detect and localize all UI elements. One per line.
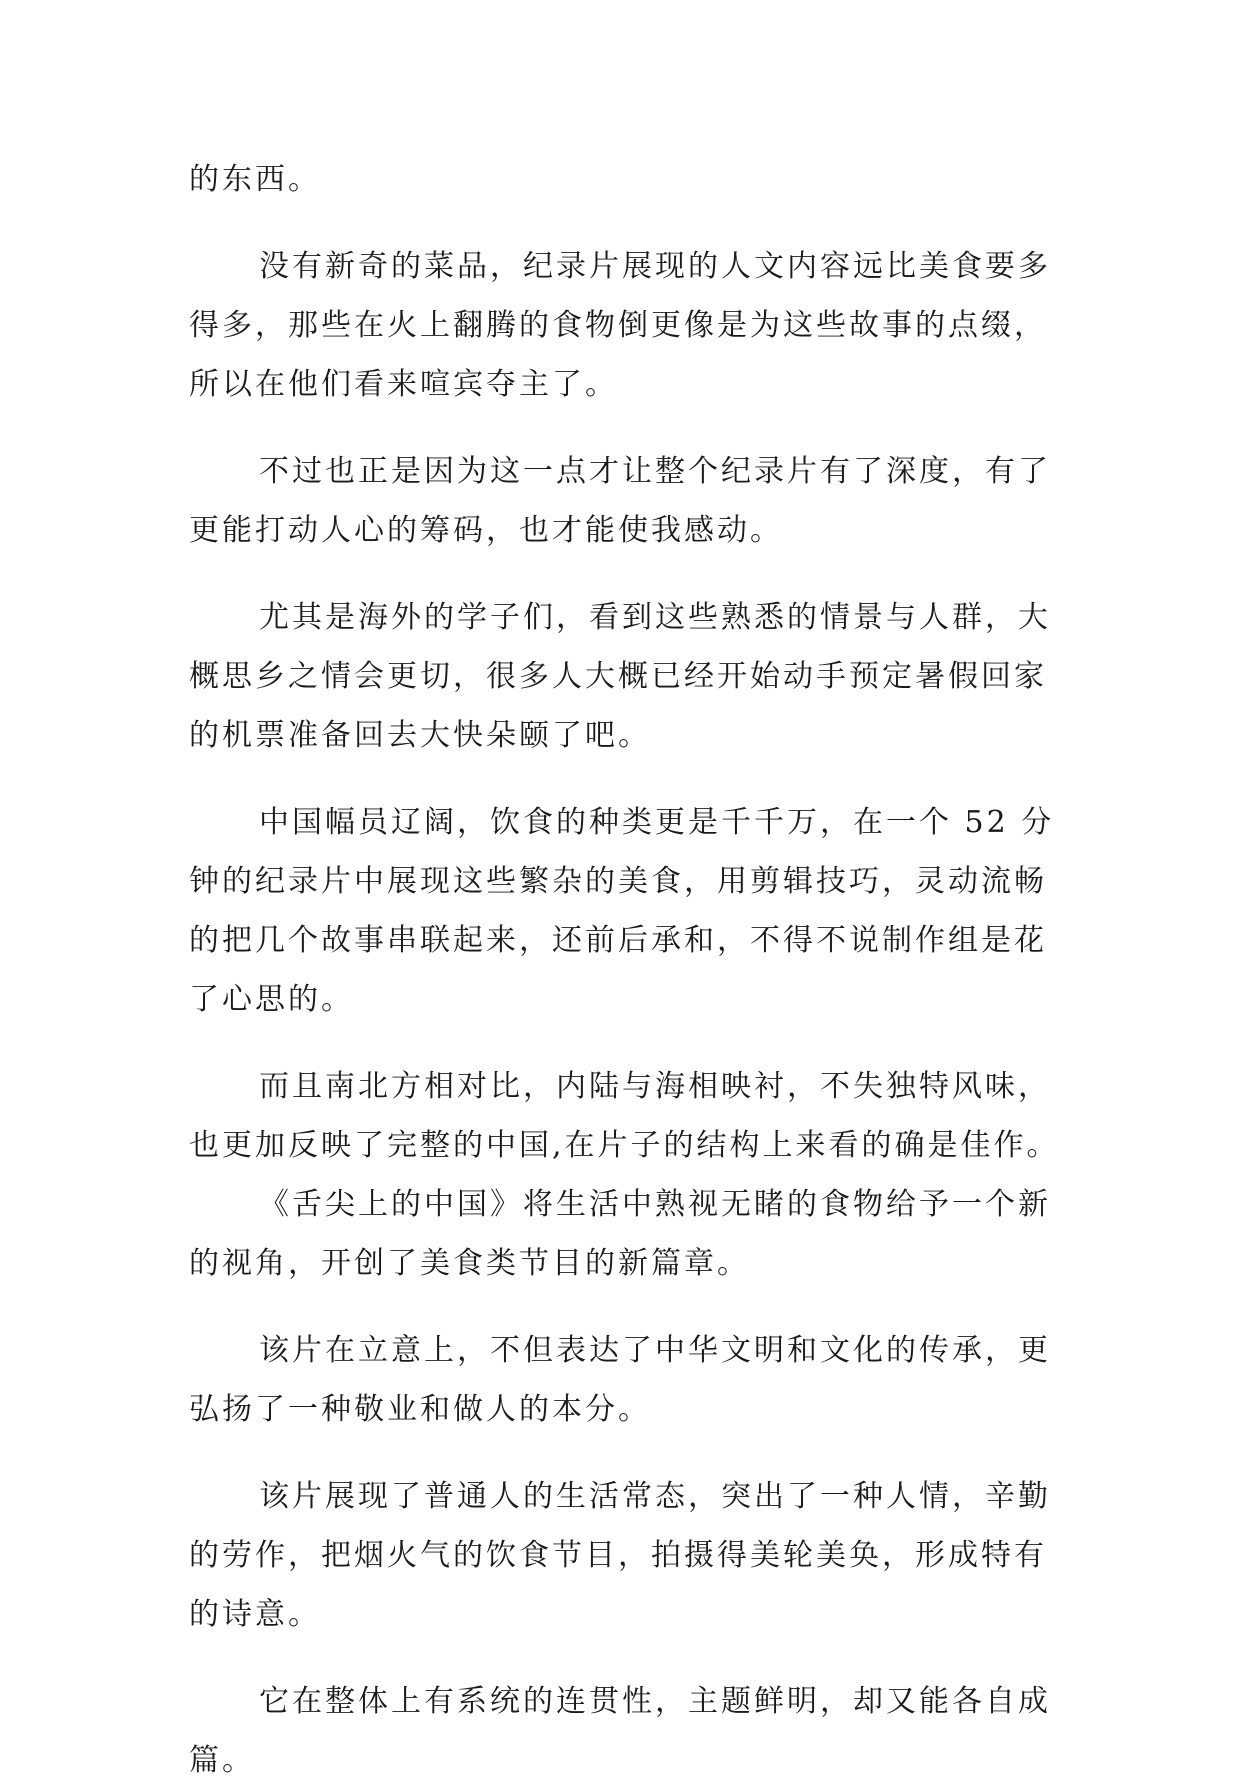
text-line: 不过也正是因为这一点才让整个纪录片有了深度，有了 [259,454,1051,489]
text-line: 也更加反映了完整的中国,在片子的结构上来看的确是佳作。 [189,1128,1060,1163]
text-line: 的劳作，把烟火气的饮食节目，拍摄得美轮美奂，形成特有 [189,1538,1047,1573]
text-line: 得多，那些在火上翻腾的食物倒更像是为这些故事的点缀， [189,308,1047,343]
text-line: 钟的纪录片中展现这些繁杂的美食，用剪辑技巧，灵动流畅 [189,864,1047,899]
text-line: 的东西。 [189,162,321,197]
text-line: 更能打动人心的筹码，也才能使我感动。 [189,513,783,548]
text-line: 该片展现了普通人的生活常态，突出了一种人情，辛勤 [259,1479,1051,1514]
text-line: 它在整体上有系统的连贯性，主题鲜明，却又能各自成 [259,1684,1051,1719]
text-line: 的视角，开创了美食类节目的新篇章。 [189,1246,750,1281]
body-text [189,150,1059,1790]
text-line: 的把几个故事串联起来，还前后承和，不得不说制作组是花 [189,923,1047,958]
text-line: 了心思的。 [189,982,354,1017]
text-line: 篇。 [189,1743,255,1778]
text-line: 《舌尖上的中国》将生活中熟视无睹的食物给予一个新 [259,1187,1051,1222]
text-line: 概思乡之情会更切，很多人大概已经开始动手预定暑假回家 [189,659,1047,694]
text-line: 的机票准备回去大快朵颐了吧。 [189,718,651,753]
text-line: 尤其是海外的学子们，看到这些熟悉的情景与人群，大 [259,600,1051,635]
text-line: 而且南北方相对比，内陆与海相映衬，不失独特风味， [259,1069,1051,1104]
text-line: 该片在立意上，不但表达了中华文明和文化的传承，更 [259,1333,1051,1368]
text-line: 中国幅员辽阔，饮食的种类更是千千万，在一个 52 分 [259,805,1055,840]
text-line: 所以在他们看来喧宾夺主了。 [189,367,618,402]
text-line: 没有新奇的菜品，纪录片展现的人文内容远比美食要多 [259,249,1051,284]
text-line: 的诗意。 [189,1597,321,1632]
text-line: 弘扬了一种敬业和做人的本分。 [189,1392,651,1427]
